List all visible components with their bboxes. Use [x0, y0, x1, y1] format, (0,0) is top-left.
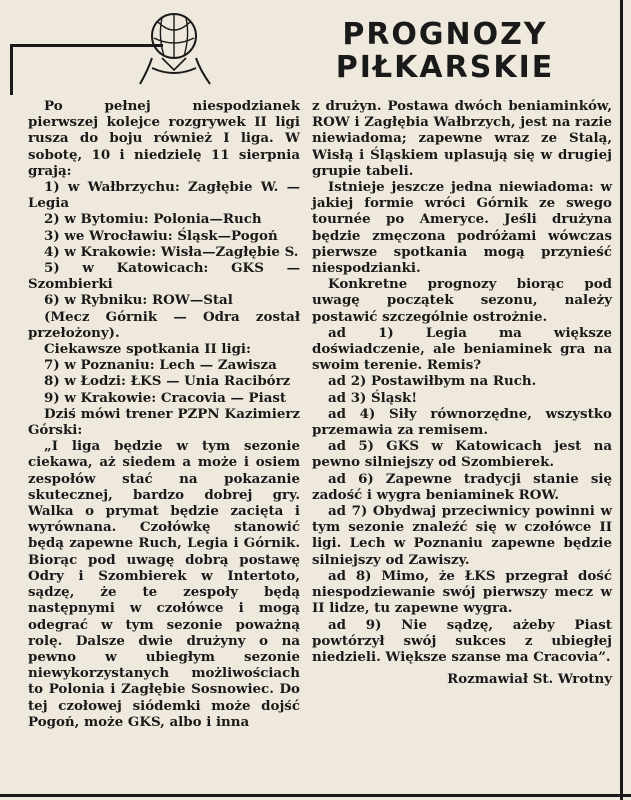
prediction: ad 2) Postawiłbym na Ruch. [328, 373, 537, 390]
byline: Rozmawiał St. Wrotny [447, 671, 612, 688]
prediction: ad 9) Nie sądzę, ażeby Piast powtórzył swój sukces z ubiegłej niedzieli. Większe szanse ma Cracovia”. [312, 616, 612, 665]
fixture-line: 2) w Bytomiu: Polonia—Ruch [44, 211, 262, 228]
paragraph: Konkretne prognozy biorąc pod uwagę początek sezonu, należy postawić szczególnie ostrożnie. [312, 276, 612, 325]
article-column-1 [28, 98, 300, 730]
prediction: ad 6) Zapewne tradycji stanie się zadość i wygra beniaminek ROW. [312, 470, 612, 503]
football-player-icon [118, 8, 228, 88]
prediction: ad 8) Mimo, że ŁKS przegrał dość niespodziewanie swój pierwszy mecz w II lidze, tu zapewne wygra. [312, 567, 612, 617]
fixture-note: (Mecz Górnik — Odra został przełożony). [28, 308, 300, 341]
frame-border-right [620, 0, 623, 800]
fixture-line: 3) we Wrocławiu: Śląsk—Pogoń [44, 227, 278, 244]
paragraph: Po pełnej niespodzianek pierwszej kolejce rozgrywek II ligi rusza do boju również I liga. W sobotę, 10 i niedzielę 11 sierpnia grają: [28, 98, 300, 179]
paragraph: Istnieje jeszcze jedna niewiadoma: w jakiej formie wróci Górnik ze swego tournée po Ameryce. Jeśli drużyna będzie zmęczona podróżami wówczas pierwsze spotkania mogą przynieść niespodzianki. [312, 179, 612, 277]
fixture-line: 5) w Katowicach: GKS — Szombierki [28, 260, 300, 293]
frame-border-bottom [0, 794, 631, 797]
section-heading: Ciekawsze spotkania II ligi: [44, 341, 251, 358]
fixture-line: 7) w Poznaniu: Lech — Zawisza [44, 357, 277, 374]
fixture-line: 6) w Rybniku: ROW—Stal [44, 292, 233, 309]
prediction: ad 1) Legia ma większe doświadczenie, ale beniaminek gra na swoim terenie. Remis? [312, 324, 612, 374]
headline-line-1: PROGNOZY [342, 17, 548, 52]
fixture-line: 1) w Wałbrzychu: Zagłębie W. — Legia [28, 179, 300, 212]
prediction: ad 7) Obydwaj przeciwnicy powinni w tym sezonie znaleźć się w czołówce II ligi. Lech w Poznaniu zapewne będzie silniejszy od Zawiszy. [312, 503, 612, 568]
article-column-2 [312, 98, 612, 687]
fixture-line: 9) w Krakowie: Cracovia — Piast [44, 389, 287, 406]
prediction: ad 3) Śląsk! [328, 389, 418, 406]
fixture-line: 8) w Łodzi: ŁKS — Unia Racibórz [44, 373, 291, 390]
prediction: ad 4) Siły równorzędne, wszystko przemawia za remisem. [312, 405, 612, 439]
headline-line-2: PIŁKARSKIE [335, 50, 555, 85]
paragraph: Dziś mówi trener PZPN Kazimierz Górski: [28, 405, 300, 439]
quote-paragraph: „I liga będzie w tym sezonie ciekawa, aż siedem a może i osiem zespołów stać na pokazanie skutecznej, bardzo dobrej gry. Walka o prymat będzie zacięta i wyrównana. Czołówkę stanowić będą zapewne Ruch, Legia i Górnik. Biorąc pod uwagę dobrą postawę Odry i Szombierek w Intertoto, sądzę, że te zespoły będą następnymi w czołówce i mogą odegrać w tym sezonie poważną rolę. Dalsze dwie drużyny o na pewno w ubiegłym sezonie niewykorzystanych możliwościach to Polonia i Zagłębie Sosnowiec. Do tej czołowej siódemki może dojść Pogoń, może GKS, albo i inna [28, 438, 300, 730]
paragraph: z drużyn. Postawa dwóch beniaminków, ROW i Zagłębia Wałbrzych, jest na razie niewiadoma; zapewne wraz ze Stalą, Wisłą i Śląskiem uplasują się w drugiej grupie tabeli. [312, 98, 613, 179]
fixture-line: 4) w Krakowie: Wisła—Zagłębie S. [44, 243, 299, 260]
headline [280, 18, 610, 84]
prediction: ad 5) GKS w Katowicach jest na pewno silniejszy od Szombierek. [312, 438, 612, 471]
